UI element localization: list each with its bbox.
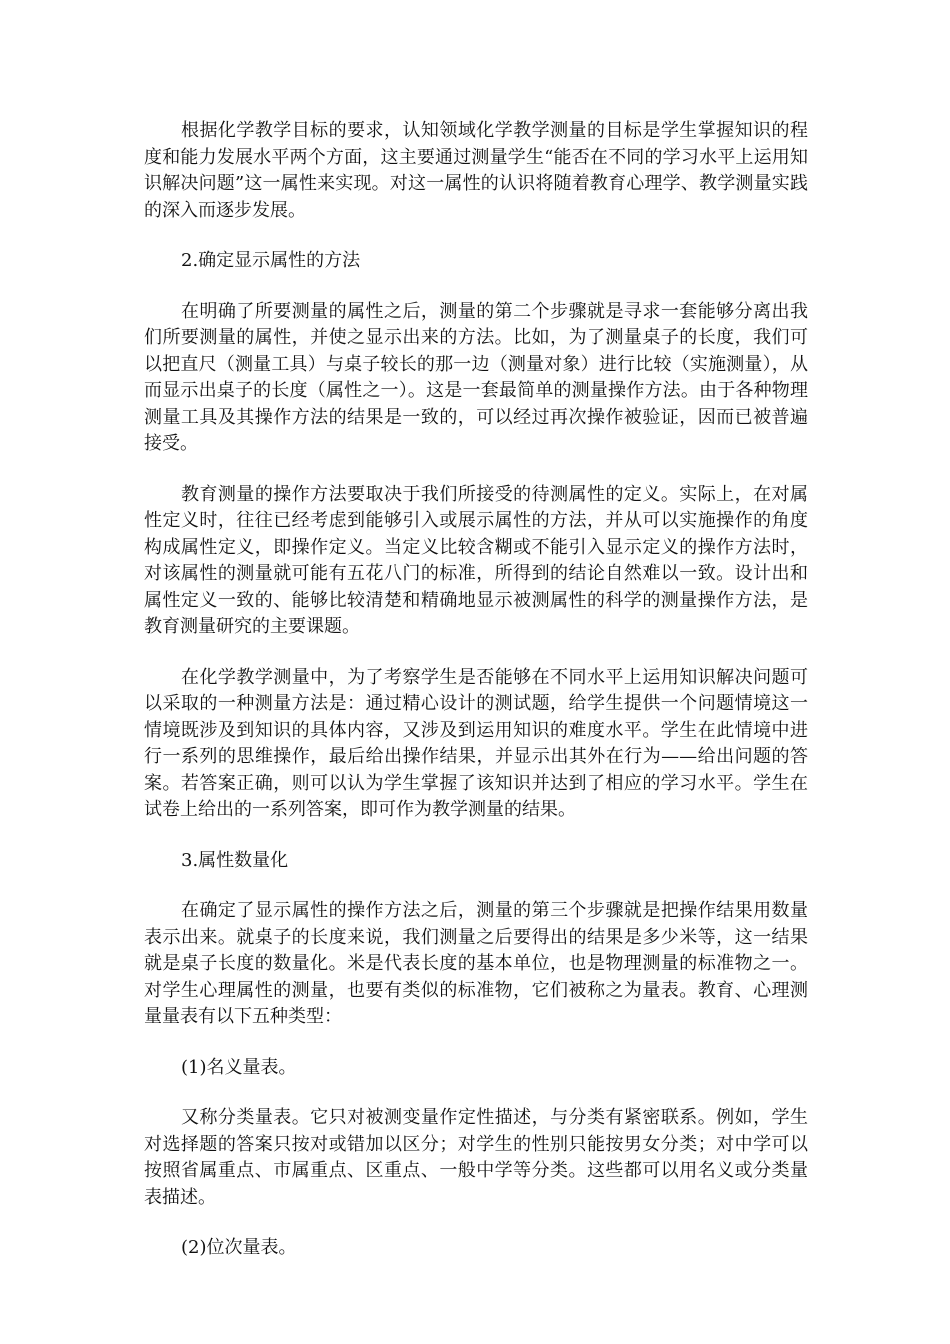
paragraph-operation-definition: 教育测量的操作方法要取决于我们所接受的待测属性的定义。实际上，在对属性定义时，往往已经考虑到能够引入或展示属性的方法，并从可以实施操作的角度构成属性定义，即操作定义。当定义比较含糊或不能引入显示定义的操作方法时，对该属性的测量就可能有五花八门的标准，所得到的结论自然难以一致。设计出和属性定义一致的、能够比较清楚和精确地显示被测属性的科学的测量操作方法，是教育测量研究的主要课题。 <box>144 483 808 637</box>
heading-quantification: 3.属性数量化 <box>181 849 289 871</box>
heading-ordinal-scale: (2)位次量表。 <box>181 1237 297 1258</box>
heading-nominal-scale: (1)名义量表。 <box>181 1056 297 1078</box>
heading-display-method: 2.确定显示属性的方法 <box>181 250 361 271</box>
paragraph-second-step: 在明确了所要测量的属性之后，测量的第二个步骤就是寻求一套能够分离出我们所要测量的属性，并使之显示出来的方法。比如，为了测量桌子的长度，我们可以把直尺（测量工具）与桌子较长的那一边（测量对象）进行比较（实施测量），从而显示出桌子的长度（属性之一）。这是一套最简单的测量操作方法。由于各种物理测量工具及其操作方法的结果是一致的，可以经过再次操作被验证，因而已被普遍接受。 <box>144 300 808 454</box>
paragraph-third-step: 在确定了显示属性的操作方法之后，测量的第三个步骤就是把操作结果用数量表示出来。就桌子的长度来说，我们测量之后要得出的结果是多少米等，这一结果就是桌子长度的数量化。米是代表长度的基本单位，也是物理测量的标准物之一。对学生心理属性的测量，也要有类似的标准物，它们被称之为量表。教育、心理测量量表有以下五种类型： <box>144 900 808 1027</box>
document-page <box>144 118 808 1286</box>
paragraph-measurement-goal: 根据化学教学目标的要求，认知领域化学教学测量的目标是学生掌握知识的程度和能力发展水平两个方面，这主要通过测量学生“能否在不同的学习水平上运用知识解决问题”这一属性来实现。对这一属性的认识将随着教育心理学、教学测量实践的深入而逐步发展。 <box>144 120 808 221</box>
paragraph-chemistry-measurement: 在化学教学测量中，为了考察学生是否能够在不同水平上运用知识解决问题可以采取的一种测量方法是：通过精心设计的测试题，给学生提供一个问题情境这一情境既涉及到知识的具体内容，又涉及到运用知识的难度水平。学生在此情境中进行一系列的思维操作，最后给出操作结果，并显示出其外在行为——给出问题的答案。若答案正确，则可以认为学生掌握了该知识并达到了相应的学习水平。学生在试卷上给出的一系列答案，即可作为教学测量的结果。 <box>144 666 808 820</box>
paragraph-nominal-scale: 又称分类量表。它只对被测变量作定性描述，与分类有紧密联系。例如，学生对选择题的答案只按对或错加以区分；对学生的性别只能按男女分类；对中学可以按照省属重点、市属重点、区重点、一般中学等分类。这些都可以用名义或分类量表描述。 <box>144 1107 808 1208</box>
